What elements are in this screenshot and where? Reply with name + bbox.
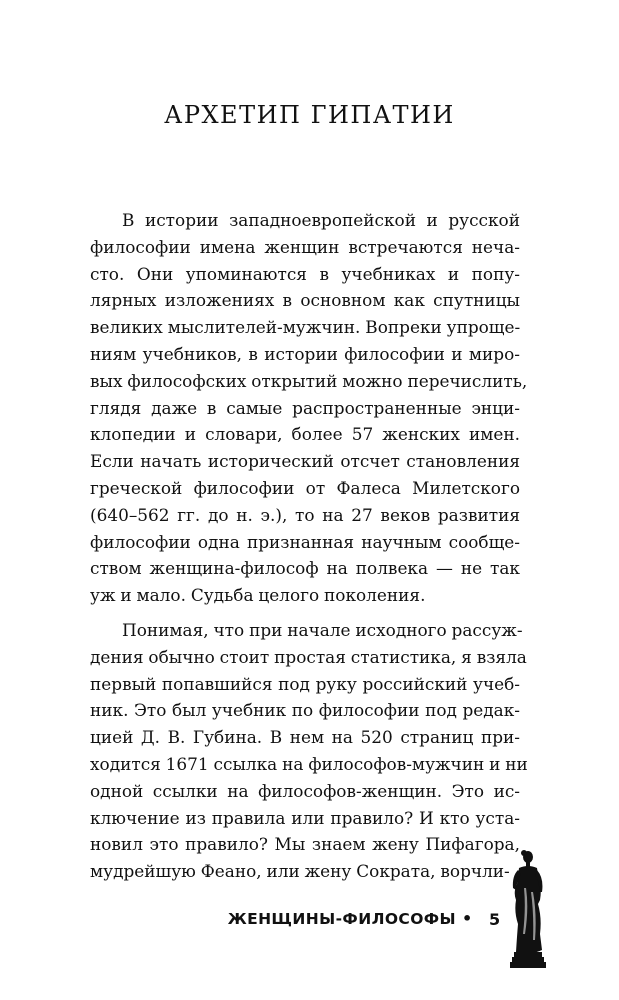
text-line: ключение из правила или правило? И кто уста- — [90, 807, 520, 828]
text-line: философии имена женщин встречаются неча- — [90, 236, 520, 257]
text-line: сто. Они упоминаются в учебниках и попу- — [90, 263, 520, 284]
text-line: (640–562 гг. до н. э.), то на 27 веков развития — [90, 504, 520, 525]
text-line: ством женщина-философ на полвека — не так — [90, 558, 520, 579]
text-line: новил это правило? Мы знаем жену Пифагора, — [90, 834, 520, 855]
text-line: Если начать исторический отсчет становления — [90, 451, 520, 472]
paragraph-1 — [90, 207, 528, 609]
text-line: греческой философии от Фалеса Милетского — [90, 477, 520, 498]
text-line: ходится 1671 ссылка на философов-мужчин и ни — [90, 753, 528, 774]
text-line: уж и мало. Судьба целого поколения. — [90, 585, 426, 606]
text-line: мудрейшую Феано, или жену Сократа, ворчли- — [90, 861, 510, 882]
body-text — [90, 207, 528, 885]
running-title: ЖЕНЩИНЫ-ФИЛОСОФЫ — [227, 910, 456, 928]
greek-statue-icon — [504, 848, 550, 968]
footer-bullet: • — [462, 909, 473, 928]
text-line: клопедии и словари, более 57 женских имен. — [90, 424, 520, 445]
text-line: ник. Это был учебник по философии под редак- — [90, 700, 520, 721]
text-line: вых философских открытий можно перечислить, — [90, 370, 528, 391]
text-line: ниям учебников, в истории философии и миро- — [90, 343, 520, 364]
page-title: АРХЕТИП ГИПАТИИ — [164, 101, 455, 129]
paragraph-2 — [90, 617, 528, 885]
text-line: великих мыслителей-мужчин. Вопреки упроще- — [90, 317, 521, 338]
text-line: Понимая, что при начале исходного рассуж- — [122, 619, 523, 640]
text-line: лярных изложениях в основном как спутницы — [90, 290, 520, 311]
page-number: 5 — [489, 910, 501, 929]
text-line: дения обычно стоит простая статистика, я взяла — [90, 646, 527, 667]
text-line: глядя даже в самые распространенные энци- — [90, 397, 520, 418]
text-line: одной ссылки на философов-женщин. Это ис- — [90, 780, 520, 801]
text-line: философии одна признанная научным сообще- — [90, 531, 520, 552]
text-line: первый попавшийся под руку российский учеб- — [90, 673, 520, 694]
text-line: цией Д. В. Губина. В нем на 520 страниц при- — [90, 727, 520, 748]
text-line: В истории западноевропейской и русской — [122, 210, 520, 230]
